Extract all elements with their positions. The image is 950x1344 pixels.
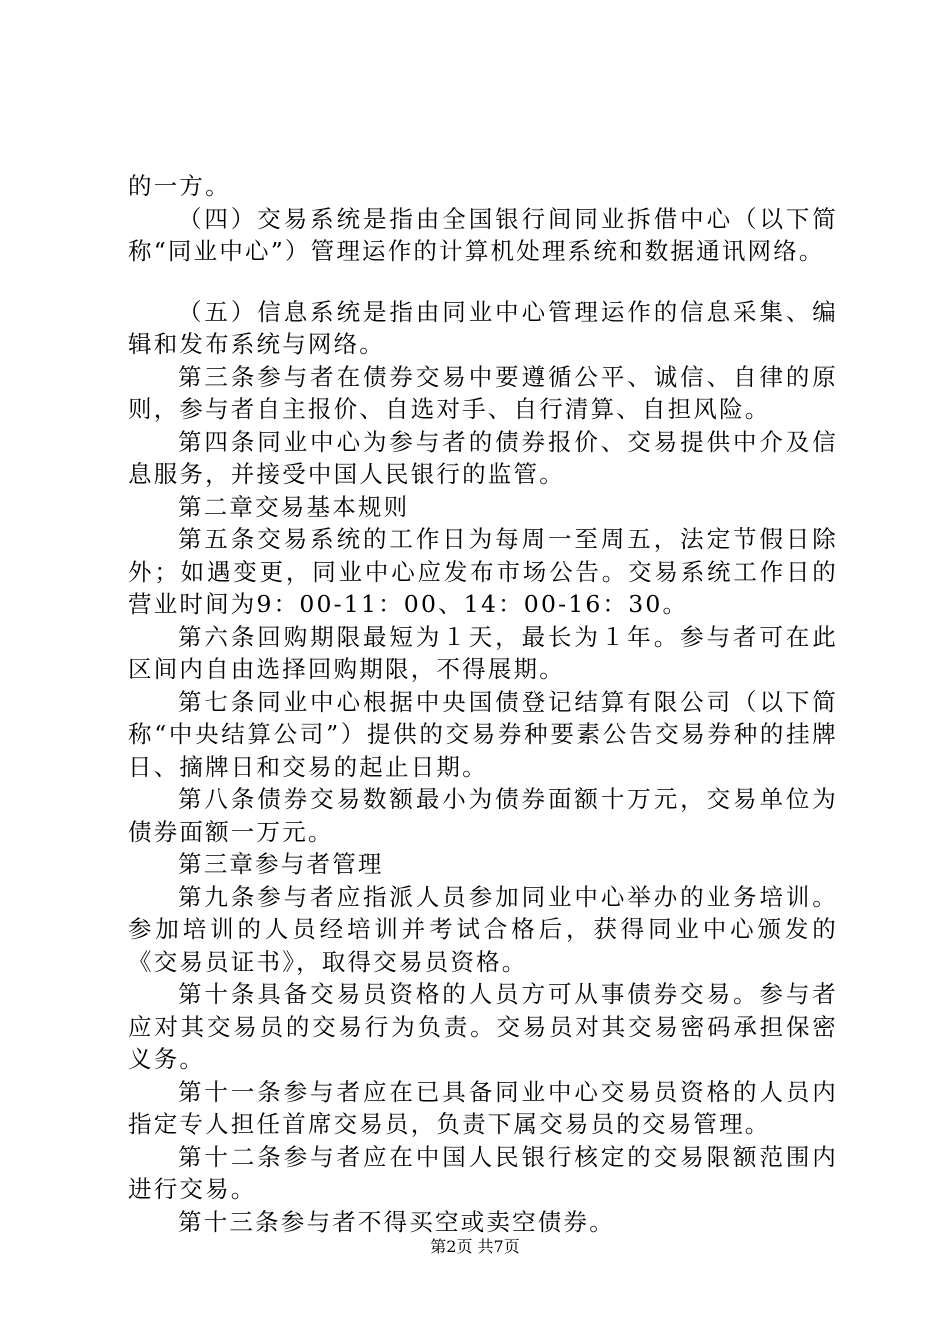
paragraph-article-7: 第七条同业中心根据中央国债登记结算有限公司（以下简称“中央结算公司”）提供的交易券种要素公告交易券种的挂牌日、摘牌日和交易的起止日期。 — [128, 687, 838, 781]
page-footer — [0, 1237, 950, 1257]
paragraph-continuation: 的一方。 — [128, 172, 231, 200]
chapter-heading-3: 第三章参与者管理 — [178, 850, 384, 878]
paragraph-article-8: 第八条债券交易数额最小为债券面额十万元，交易单位为债券面额一万元。 — [128, 785, 838, 846]
paragraph-article-9: 第九条参与者应指派人员参加同业中心举办的业务培训。参加培训的人员经培训并考试合格后，获得同业中心颁发的《交易员证书》，取得交易员资格。 — [128, 882, 838, 976]
paragraph-article-13: 第十三条参与者不得买空或卖空债券。 — [178, 1207, 615, 1236]
paragraph-spacer — [128, 268, 838, 296]
paragraph-article-11: 第十一条参与者应在已具备同业中心交易员资格的人员内指定专人担任首席交易员，负责下属交易员的交易管理。 — [128, 1077, 838, 1138]
paragraph-item-5: （五）信息系统是指由同业中心管理运作的信息采集、编辑和发布系统与网络。 — [128, 297, 838, 358]
paragraph-article-3: 第三条参与者在债券交易中要遵循公平、诚信、自律的原则，参与者自主报价、自选对手、自行清算、自担风险。 — [128, 362, 838, 423]
page-number-label: 第2页 共7页 — [430, 1237, 520, 1256]
paragraph-article-5: 第五条交易系统的工作日为每周一至周五，法定节假日除外；如遇变更，同业中心应发布市场公告。交易系统工作日的营业时间为9：00-11：00、14：00-16：30。 — [128, 525, 838, 618]
paragraph-article-10: 第十条具备交易员资格的人员方可从事债券交易。参与者应对其交易员的交易行为负责。交易员对其交易密码承担保密义务。 — [128, 980, 838, 1073]
paragraph-item-4: （四）交易系统是指由全国银行间同业拆借中心（以下简称“同业中心”）管理运作的计算机处理系统和数据通讯网络。 — [128, 204, 838, 265]
paragraph-article-12: 第十二条参与者应在中国人民银行核定的交易限额范围内进行交易。 — [128, 1142, 838, 1203]
chapter-heading-2: 第二章交易基本规则 — [178, 492, 410, 521]
paragraph-article-4: 第四条同业中心为参与者的债券报价、交易提供中介及信息服务，并接受中国人民银行的监管。 — [128, 427, 838, 488]
document-body — [128, 170, 838, 1238]
paragraph-article-6: 第六条回购期限最短为１天，最长为１年。参与者可在此区间内自由选择回购期限，不得展期。 — [128, 622, 838, 683]
